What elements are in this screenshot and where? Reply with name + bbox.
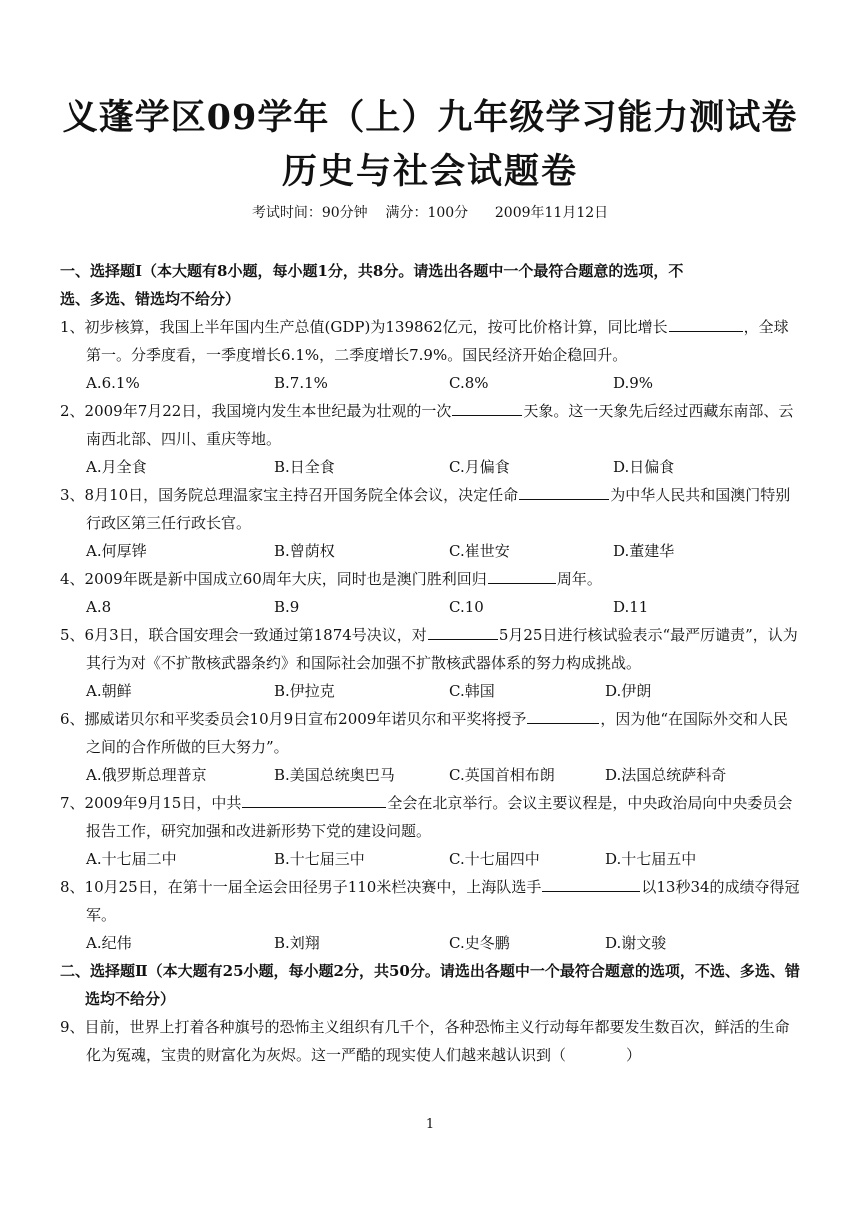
question-2-after: 天象。这一天象先后经过西藏东南部、云南西北部、四川、重庆等地。 bbox=[86, 402, 794, 448]
option-c: C.英国首相布朗 bbox=[449, 766, 555, 784]
option-c: C.10 bbox=[449, 598, 484, 616]
question-3 bbox=[60, 481, 800, 537]
option-b: B.十七届三中 bbox=[274, 850, 365, 868]
question-6-before: 6、挪威诺贝尔和平奖委员会10月9日宣布2009年诺贝尔和平奖将授予 bbox=[60, 710, 527, 728]
question-1-options bbox=[86, 369, 800, 397]
option-b: B.9 bbox=[274, 598, 300, 616]
option-b: B.日全食 bbox=[274, 458, 335, 476]
answer-blank bbox=[452, 397, 522, 416]
question-3-before: 3、8月10日，国务院总理温家宝主持召开国务院全体会议，决定任命 bbox=[60, 486, 519, 504]
section-1-line1: 一、选择题Ⅰ（本大题有8小题，每小题1分，共8分。请选出各题中一个最符合题意的选项，不 bbox=[60, 262, 684, 280]
option-c: C.崔世安 bbox=[449, 542, 510, 560]
option-a: A.朝鲜 bbox=[86, 682, 132, 700]
option-c: C.韩国 bbox=[449, 682, 495, 700]
question-1-before: 1、初步核算，我国上半年国内生产总值(GDP)为139862亿元，按可比价格计算，同比增长 bbox=[60, 318, 668, 336]
option-d: D.十七届五中 bbox=[605, 850, 697, 868]
option-a: A.何厚铧 bbox=[86, 542, 147, 560]
option-c: C.月偏食 bbox=[449, 458, 510, 476]
question-6 bbox=[60, 705, 800, 761]
question-7 bbox=[60, 789, 800, 845]
option-b: B.美国总统奥巴马 bbox=[274, 766, 395, 784]
option-a: A.8 bbox=[86, 598, 112, 616]
question-4 bbox=[60, 565, 800, 593]
answer-blank bbox=[527, 705, 599, 724]
answer-blank bbox=[428, 621, 498, 640]
section-1-header bbox=[60, 257, 800, 313]
option-b: B.曾荫权 bbox=[274, 542, 335, 560]
question-1 bbox=[60, 313, 800, 369]
answer-blank bbox=[542, 873, 640, 892]
option-a: A.6.1% bbox=[86, 374, 140, 392]
answer-blank bbox=[488, 565, 556, 584]
exam-title: 义蓬学区09学年（上）九年级学习能力测试卷 bbox=[62, 97, 798, 138]
section-1-line2: 选、多选、错选均不给分） bbox=[60, 290, 241, 308]
question-7-before: 7、2009年9月15日，中共 bbox=[60, 794, 242, 812]
question-6-after: ，因为他“在国际外交和人民之间的合作所做的巨大努力”。 bbox=[86, 710, 789, 756]
question-8 bbox=[60, 873, 800, 929]
option-d: D.9% bbox=[613, 374, 654, 392]
question-3-after: 为中华人民共和国澳门特别行政区第三任行政长官。 bbox=[86, 486, 791, 532]
option-d: D.谢文骏 bbox=[605, 934, 667, 952]
question-4-after: 周年。 bbox=[556, 570, 602, 588]
option-a: A.十七届二中 bbox=[86, 850, 177, 868]
exam-body bbox=[60, 257, 800, 1069]
question-8-after: 以13秒34的成绩夺得冠军。 bbox=[86, 878, 800, 924]
option-d: D.法国总统萨科奇 bbox=[605, 766, 727, 784]
option-b: B.7.1% bbox=[274, 374, 328, 392]
question-3-options bbox=[86, 537, 800, 565]
question-2-options bbox=[86, 453, 800, 481]
question-4-before: 4、2009年既是新中国成立60周年大庆，同时也是澳门胜利回归 bbox=[60, 570, 487, 588]
question-5-options bbox=[86, 677, 800, 705]
page-number: 1 bbox=[425, 1117, 435, 1132]
question-5-before: 5、6月3日，联合国安理会一致通过第1874号决议，对 bbox=[60, 626, 427, 644]
option-c: C.史冬鹏 bbox=[449, 934, 510, 952]
question-4-options bbox=[86, 593, 800, 621]
option-a: A.纪伟 bbox=[86, 934, 132, 952]
question-7-after: 全会在北京举行。会议主要议程是，中央政治局向中央委员会报告工作，研究加强和改进新形势下党的建设问题。 bbox=[86, 794, 793, 840]
question-7-options bbox=[86, 845, 800, 873]
question-6-options bbox=[86, 761, 800, 789]
question-5-after: 5月25日进行核试验表示“最严厉谴责”，认为其行为对《不扩散核武器条约》和国际社会加强不扩散核武器体系的努力构成挑战。 bbox=[86, 626, 798, 672]
question-1-after: ，全球第一。分季度看，一季度增长6.1%，二季度增长7.9%。国民经济开始企稳回升。 bbox=[86, 318, 789, 364]
option-a: A.俄罗斯总理普京 bbox=[86, 766, 207, 784]
option-b: B.伊拉克 bbox=[274, 682, 335, 700]
question-8-before: 8、10月25日，在第十一届全运会田径男子110米栏决赛中，上海队选手 bbox=[60, 878, 542, 896]
exam-subtitle: 历史与社会试题卷 bbox=[281, 151, 578, 192]
answer-blank bbox=[519, 481, 609, 500]
question-2-before: 2、2009年7月22日，我国境内发生本世纪最为壮观的一次 bbox=[60, 402, 452, 420]
question-5 bbox=[60, 621, 800, 677]
option-d: D.伊朗 bbox=[605, 682, 652, 700]
option-b: B.刘翔 bbox=[274, 934, 320, 952]
option-a: A.月全食 bbox=[86, 458, 147, 476]
question-9: 9、目前，世界上打着各种旗号的恐怖主义组织有几千个，各种恐怖主义行动每年都要发生数百次，鲜活的生命化为冤魂，宝贵的财富化为灰烬。这一严酷的现实使人们越来越认识到（ ） bbox=[60, 1018, 790, 1064]
section-2-header: 二、选择题Ⅱ（本大题有25小题，每小题2分，共50分。请选出各题中一个最符合题意的选项，不选、多选、错选均不给分） bbox=[60, 962, 800, 1008]
question-8-options bbox=[86, 929, 800, 957]
exam-meta: 考试时间：90分钟 满分：100分 2009年11月12日 bbox=[251, 205, 609, 221]
question-2 bbox=[60, 397, 800, 453]
option-d: D.董建华 bbox=[613, 542, 675, 560]
option-d: D.11 bbox=[613, 598, 649, 616]
option-d: D.日偏食 bbox=[613, 458, 675, 476]
answer-blank bbox=[242, 789, 386, 808]
answer-blank bbox=[669, 313, 743, 332]
option-c: C.8% bbox=[449, 374, 489, 392]
option-c: C.十七届四中 bbox=[449, 850, 540, 868]
